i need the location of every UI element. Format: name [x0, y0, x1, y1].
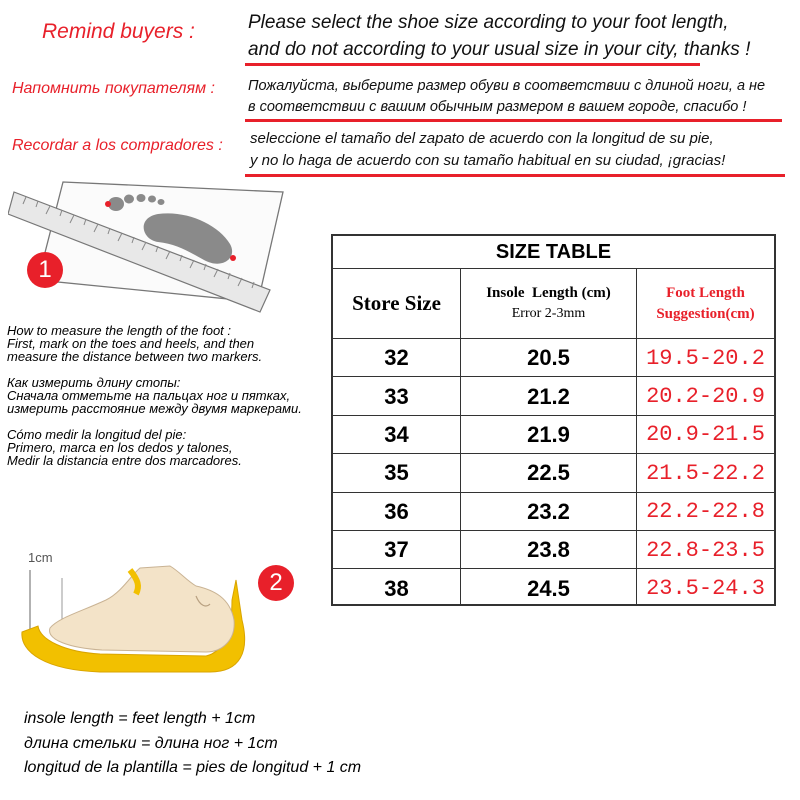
foot-in-shoe-illustration [10, 560, 260, 685]
col-header-store-size: Store Size [352, 291, 441, 315]
formula-es: longitud de la plantilla = pies de longitud + 1 cm [24, 759, 362, 776]
remind-label-ru: Напомнить покупателям : [12, 80, 215, 97]
cell-foot-length: 22.8-23.5 [646, 537, 765, 563]
underline-es [245, 174, 785, 177]
cell-store-size: 37 [384, 537, 409, 563]
heel-marker [230, 255, 236, 261]
size-table [331, 234, 776, 606]
remind-text-es-line2: y no lo haga de acuerdo con su tamaño habitual en su ciudad, ¡gracias! [250, 152, 726, 169]
col-header-foot-sub: Suggestion(cm) [656, 305, 755, 322]
underline-ru [245, 119, 782, 122]
measure-en-body2: measure the distance between two markers. [7, 349, 263, 364]
cell-insole-length: 20.5 [527, 345, 570, 371]
measure-es-body2: Medir la distancia entre dos marcadores. [7, 453, 242, 468]
cell-foot-length: 20.9-21.5 [646, 422, 765, 448]
measure-es-title: Cómo medir la longitud del pie: [7, 427, 187, 442]
col-header-insole-length [461, 269, 636, 338]
cell-insole-length: 22.5 [527, 460, 570, 486]
col-header-insole-title: Insole Length (cm) [486, 285, 611, 301]
table-row [333, 569, 774, 607]
measure-es-body1: Primero, marca en los dedos y talones, [7, 440, 233, 455]
step-2-badge [258, 565, 294, 601]
step-2-number: 2 [269, 569, 283, 596]
size-table-title-row [333, 236, 774, 268]
measure-ru-body1: Сначала отметьте на пальцах ног и пятках, [7, 388, 291, 403]
size-table-header-row [333, 269, 774, 338]
measure-ru-body2: измерить расстояние между двумя маркерами. [7, 401, 302, 416]
remind-text-ru-line1: Пожалуйста, выберите размер обуви в соответствии с длиной ноги, а не [248, 78, 766, 94]
table-row [333, 416, 774, 454]
foot-icon [50, 566, 235, 652]
remind-text-en-line1: Please select the shoe size according to your foot length, [248, 12, 729, 33]
cell-foot-length: 19.5-20.2 [646, 345, 765, 371]
measure-instructions [7, 324, 302, 467]
col-header-foot-length [637, 269, 774, 338]
remind-label-en: Remind buyers : [42, 20, 195, 43]
cell-store-size: 35 [384, 460, 409, 486]
remind-text-en-line2: and do not according to your usual size in your city, thanks ! [248, 39, 751, 60]
remind-text-ru-line2: в соответствии с вашим обычным размером в вашем городе, спасибо ! [248, 99, 747, 115]
col-header-foot-title: Foot Length [666, 284, 745, 301]
cell-store-size: 32 [384, 345, 409, 371]
table-row [333, 377, 774, 415]
remind-text-es-line1: seleccione el tamaño del zapato de acuerdo con la longitud de su pie, [250, 130, 714, 147]
underline-en [245, 63, 700, 66]
measure-en-body1: First, mark on the toes and heels, and then [7, 336, 255, 351]
cell-foot-length: 23.5-24.3 [646, 576, 765, 602]
cell-store-size: 34 [384, 421, 409, 447]
table-row [333, 454, 774, 492]
cell-insole-length: 21.9 [527, 421, 570, 447]
table-row [333, 531, 774, 569]
step-1-badge [27, 252, 63, 288]
table-row [333, 339, 774, 377]
size-table-title: SIZE TABLE [495, 240, 612, 263]
cell-store-size: 33 [384, 383, 409, 409]
formula-ru: длина стельки = длина ног + 1cm [24, 735, 278, 752]
cell-insole-length: 23.2 [527, 498, 570, 524]
cell-insole-length: 24.5 [527, 575, 570, 601]
step-1-number: 1 [38, 256, 52, 283]
cell-store-size: 36 [384, 498, 409, 524]
cell-store-size: 38 [384, 575, 409, 601]
col-header-insole-sub: Error 2-3mm [511, 306, 586, 321]
measure-ru-title: Как измерить длину стопы: [7, 375, 181, 390]
cell-foot-length: 22.2-22.8 [646, 499, 765, 525]
remind-label-es: Recordar a los compradores : [12, 137, 223, 154]
formula-en: insole length = feet length + 1cm [24, 710, 256, 727]
cell-insole-length: 21.2 [527, 383, 570, 409]
ruler-mark-label: 1cm [28, 550, 53, 565]
toe-marker [105, 201, 111, 207]
foot-ruler-illustration [8, 162, 308, 322]
cell-foot-length: 21.5-22.2 [646, 460, 765, 486]
table-row [333, 493, 774, 531]
measure-en-title: How to measure the length of the foot : [7, 323, 232, 338]
cell-insole-length: 23.8 [527, 537, 570, 563]
cell-foot-length: 20.2-20.9 [646, 384, 765, 410]
